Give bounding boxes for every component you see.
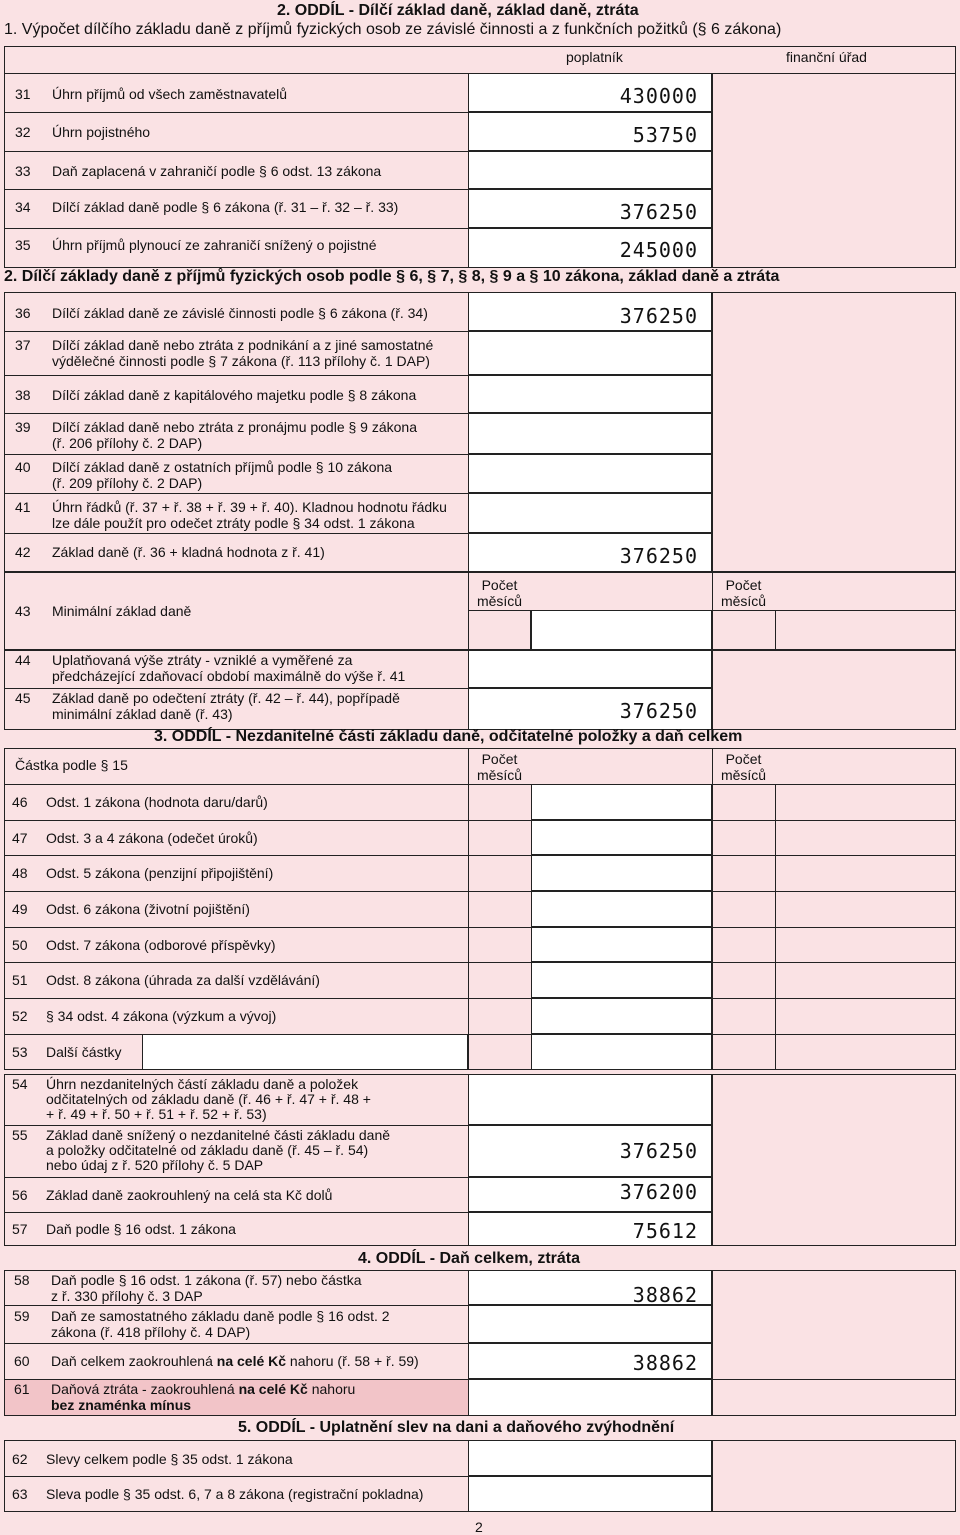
castka-paragraf-15-label: Částka podle § 15 <box>15 757 128 773</box>
r57-value: 75612 <box>632 1219 698 1243</box>
fu-column <box>712 292 957 572</box>
r49-value-field[interactable] <box>531 891 712 927</box>
r36-value: 376250 <box>619 304 698 328</box>
r60-value: 38862 <box>632 1351 698 1375</box>
r44-value-field[interactable] <box>468 650 712 688</box>
s3-fu-pocet-mesicu-label: Počet měsíců <box>720 751 767 783</box>
r53-description-field[interactable] <box>142 1034 468 1070</box>
r38-value-field[interactable] <box>468 375 712 413</box>
r47-value-field[interactable] <box>531 820 712 855</box>
r48-value-field[interactable] <box>531 855 712 891</box>
r32-value: 53750 <box>632 123 698 147</box>
r63-value-field[interactable] <box>468 1476 712 1512</box>
r59-value-field[interactable] <box>468 1305 712 1343</box>
section-2-heading: 2. ODDÍL - Dílčí základ daně, základ daně, ztráta <box>277 2 639 19</box>
r53-value-field[interactable] <box>531 1034 712 1070</box>
r62-value-field[interactable] <box>468 1440 712 1476</box>
r43-value-field[interactable] <box>531 610 712 650</box>
r35-value: 245000 <box>619 238 698 262</box>
r58-value: 38862 <box>632 1283 698 1307</box>
r43-fu-pocet-mesicu-label: Počet měsíců <box>720 577 767 609</box>
r43-pocet-mesicu-label: Počet měsíců <box>476 577 523 609</box>
r45-value: 376250 <box>619 699 698 723</box>
r33-value-field[interactable] <box>468 151 712 189</box>
r56-value: 376200 <box>619 1180 698 1204</box>
r31-value: 430000 <box>619 84 698 108</box>
r55-value: 376250 <box>619 1139 698 1163</box>
r51-value-field[interactable] <box>531 962 712 998</box>
column-poplatnik-label: poplatník <box>566 49 623 65</box>
subsection-2-heading: 2. Dílčí základy daně z příjmů fyzických osob podle § 6, § 7, § 8, § 9 a § 10 zákona, základ daně a ztráta <box>4 268 780 285</box>
r34-value: 376250 <box>619 200 698 224</box>
fu-column <box>712 73 957 268</box>
subsection-1-heading: 1. Výpočet dílčího základu daně z příjmů fyzických osob ze závislé činnosti a z funkčních požitků (§ 6 zákona) <box>4 21 782 38</box>
r61-value-input[interactable] <box>468 1379 712 1416</box>
r50-value-field[interactable] <box>531 927 712 962</box>
r43-pocet-field[interactable] <box>468 610 531 650</box>
r37-value-field[interactable] <box>468 331 712 375</box>
r46-value-field[interactable] <box>531 784 712 820</box>
page-number: 2 <box>475 1519 483 1535</box>
r41-value-field[interactable] <box>468 493 712 533</box>
r42-value: 376250 <box>619 544 698 568</box>
r52-value-field[interactable] <box>531 998 712 1034</box>
r40-value-field[interactable] <box>468 454 712 493</box>
section-3-heading: 3. ODDÍL - Nezdanitelné části základu daně, odčitatelné položky a daň celkem <box>154 728 743 745</box>
section-5-heading: 5. ODDÍL - Uplatnění slev na dani a daňového zvýhodnění <box>238 1419 675 1436</box>
r54-value-field[interactable] <box>468 1074 712 1125</box>
section-4-heading: 4. ODDÍL - Daň celkem, ztráta <box>358 1250 580 1267</box>
s3-pocet-mesicu-label: Počet měsíců <box>476 751 523 783</box>
column-financni-urad-label: finanční úřad <box>786 49 867 65</box>
r39-value-field[interactable] <box>468 413 712 454</box>
